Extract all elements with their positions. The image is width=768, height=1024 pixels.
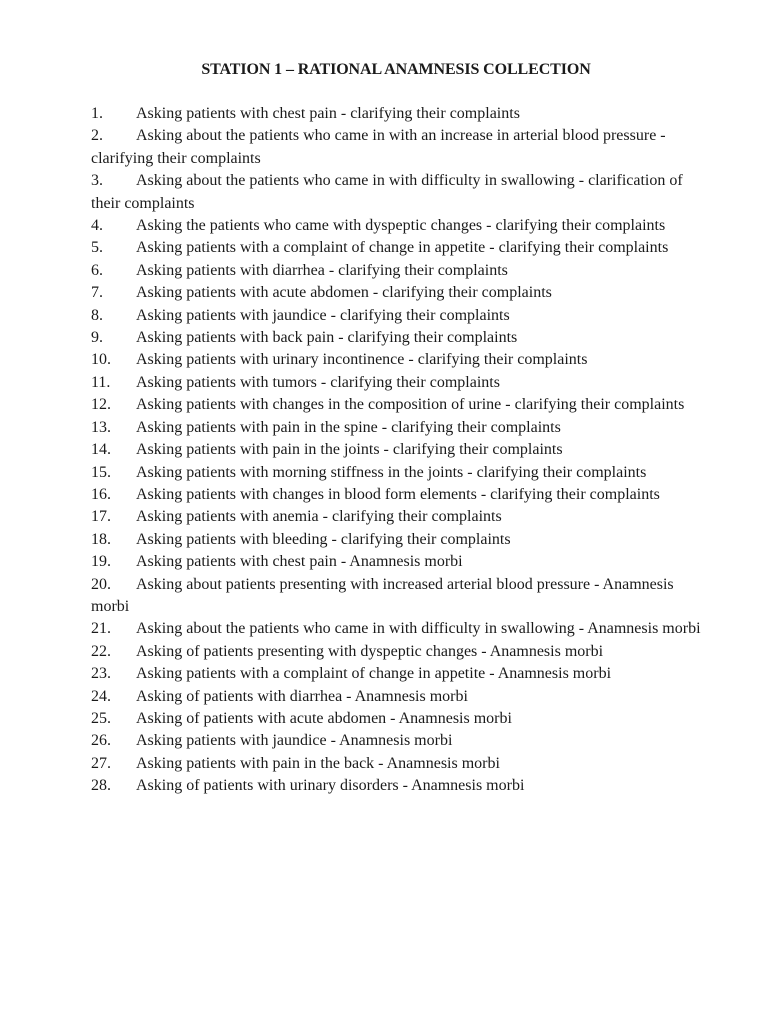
list-item-text: Asking patients with a complaint of change in appetite - clarifying their complaints xyxy=(136,239,669,257)
list-item xyxy=(91,237,703,259)
list-item xyxy=(91,753,703,775)
list-item-number: 20. xyxy=(91,575,111,593)
list-item xyxy=(91,103,703,125)
list-item xyxy=(91,484,703,506)
numbered-list xyxy=(91,103,703,798)
list-item-number: 19. xyxy=(91,553,111,571)
list-item xyxy=(91,372,703,394)
list-item-text: Asking of patients with acute abdomen - Anamnesis morbi xyxy=(136,709,512,727)
list-item-text: Asking about patients presenting with increased arterial blood pressure - Anamnesis morbi xyxy=(91,575,674,615)
list-item-number: 11. xyxy=(91,373,111,391)
list-item-number: 16. xyxy=(91,485,111,503)
list-item-number: 25. xyxy=(91,709,111,727)
list-item-text: Asking patients with diarrhea - clarifying their complaints xyxy=(136,261,508,279)
list-item xyxy=(91,327,703,349)
list-item-text: Asking patients with chest pain - clarifying their complaints xyxy=(136,105,520,122)
list-item-number: 21. xyxy=(91,620,111,638)
list-item-number: 23. xyxy=(91,665,111,683)
list-item-text: Asking patients with anemia - clarifying their complaints xyxy=(136,508,502,526)
list-item xyxy=(91,551,703,573)
list-item-number: 27. xyxy=(91,754,111,772)
list-item-text: Asking patients with changes in blood form elements - clarifying their complaints xyxy=(136,485,660,503)
list-item xyxy=(91,574,703,619)
list-item xyxy=(91,506,703,528)
list-item-text: Asking patients with jaundice - clarifying their complaints xyxy=(136,306,510,324)
list-item xyxy=(91,394,703,416)
list-item-text: Asking patients with acute abdomen - clarifying their complaints xyxy=(136,284,552,302)
list-item-number: 2. xyxy=(91,127,103,145)
list-item-text: Asking about the patients who came in with difficulty in swallowing - Anamnesis morbi xyxy=(136,620,701,638)
list-item-text: Asking patients with bleeding - clarifying their complaints xyxy=(136,530,511,548)
list-item-text: Asking patients with tumors - clarifying their complaints xyxy=(136,373,500,391)
list-item-number: 12. xyxy=(91,396,111,414)
list-item-text: Asking patients with a complaint of change in appetite - Anamnesis morbi xyxy=(136,665,612,683)
list-item-number: 1. xyxy=(91,105,103,122)
list-item xyxy=(91,215,703,237)
list-item-number: 5. xyxy=(91,239,103,257)
list-item xyxy=(91,125,703,170)
list-item-text: Asking patients with pain in the spine - clarifying their complaints xyxy=(136,418,561,436)
list-item xyxy=(91,260,703,282)
list-item-number: 22. xyxy=(91,642,111,660)
list-item-text: Asking patients with changes in the composition of urine - clarifying their complaints xyxy=(136,396,685,414)
list-item xyxy=(91,462,703,484)
list-item xyxy=(91,170,703,215)
list-item xyxy=(91,775,703,797)
list-item-number: 4. xyxy=(91,217,103,235)
list-item xyxy=(91,417,703,439)
list-item-number: 13. xyxy=(91,418,111,436)
list-item-number: 7. xyxy=(91,284,103,302)
list-item-number: 6. xyxy=(91,261,103,279)
list-item-text: Asking about the patients who came in with difficulty in swallowing - clarification of their complaints xyxy=(91,172,683,212)
list-item xyxy=(91,686,703,708)
list-item-number: 24. xyxy=(91,687,111,705)
list-item-text: Asking patients with back pain - clarifying their complaints xyxy=(136,329,518,347)
list-item-number: 8. xyxy=(91,306,103,324)
list-item xyxy=(91,282,703,304)
list-item-text: Asking patients with morning stiffness in the joints - clarifying their complaints xyxy=(136,463,647,481)
list-item xyxy=(91,305,703,327)
list-item-text: Asking of patients with urinary disorders - Anamnesis morbi xyxy=(136,777,525,795)
list-item-number: 28. xyxy=(91,777,111,795)
list-item xyxy=(91,439,703,461)
list-item-text: Asking patients with pain in the joints - clarifying their complaints xyxy=(136,441,563,459)
list-item-number: 14. xyxy=(91,441,111,459)
list-item xyxy=(91,618,703,640)
list-item-number: 10. xyxy=(91,351,111,369)
list-item xyxy=(91,641,703,663)
list-item-number: 17. xyxy=(91,508,111,526)
list-item-number: 18. xyxy=(91,530,111,548)
list-item xyxy=(91,349,703,371)
list-item-text: Asking about the patients who came in with an increase in arterial blood pressure - clarifying their complaints xyxy=(91,127,666,167)
list-item-number: 26. xyxy=(91,732,111,750)
list-item-number: 3. xyxy=(91,172,103,190)
list-item xyxy=(91,730,703,752)
list-item-text: Asking patients with chest pain - Anamnesis morbi xyxy=(136,553,463,571)
list-item xyxy=(91,529,703,551)
list-item xyxy=(91,663,703,685)
list-item-number: 9. xyxy=(91,329,103,347)
list-item-number: 15. xyxy=(91,463,111,481)
document-title: STATION 1 – RATIONAL ANAMNESIS COLLECTION xyxy=(201,61,591,78)
list-item xyxy=(91,708,703,730)
list-item-text: Asking patients with pain in the back - Anamnesis morbi xyxy=(136,754,500,772)
list-item-text: Asking patients with urinary incontinence - clarifying their complaints xyxy=(136,351,588,369)
list-item-text: Asking patients with jaundice - Anamnesis morbi xyxy=(136,732,453,750)
list-item-text: Asking of patients presenting with dyspeptic changes - Anamnesis morbi xyxy=(136,642,604,660)
list-item-text: Asking of patients with diarrhea - Anamnesis morbi xyxy=(136,687,468,705)
list-item-text: Asking the patients who came with dyspeptic changes - clarifying their complaints xyxy=(136,217,666,235)
